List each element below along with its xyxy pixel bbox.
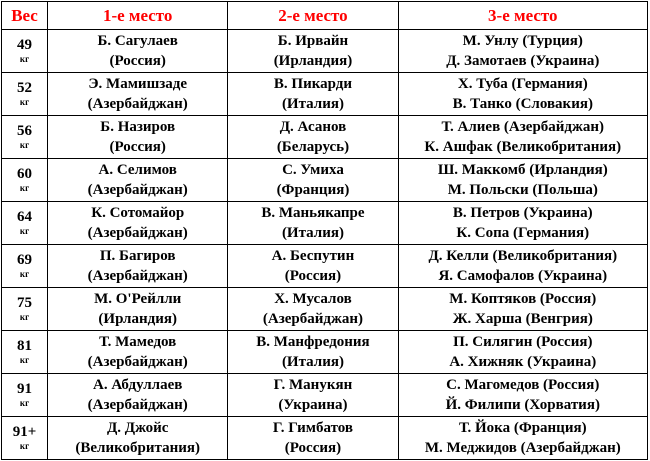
weight-value: 75 bbox=[17, 295, 33, 311]
second-place-cell bbox=[228, 116, 398, 159]
third-place-cell bbox=[398, 417, 647, 460]
athlete-line: (Италия) bbox=[281, 354, 344, 370]
weight-value: 69 bbox=[17, 252, 33, 268]
table-row bbox=[2, 288, 648, 331]
weight-value: 91+ bbox=[12, 424, 37, 440]
table-row bbox=[2, 159, 648, 202]
athlete-line: (Россия) bbox=[109, 139, 166, 155]
athlete-line: В. Пикарди bbox=[273, 76, 352, 92]
athlete-line: Я. Самофалов (Украина) bbox=[438, 268, 608, 284]
athlete-line: К. Ашфак (Великобритания) bbox=[424, 139, 622, 155]
athlete-line: В. Маньякапре bbox=[261, 205, 365, 221]
weight-cell bbox=[2, 288, 48, 331]
table-row bbox=[2, 116, 648, 159]
athlete-line: М. О'Рейлли bbox=[94, 291, 182, 307]
weight-value: 60 bbox=[17, 166, 33, 182]
third-place-cell bbox=[398, 73, 647, 116]
table-row bbox=[2, 417, 648, 460]
third-place-cell bbox=[398, 245, 647, 288]
athlete-line: (Азербайджан) bbox=[262, 311, 363, 327]
header-first-place: 1-е место bbox=[48, 2, 228, 30]
athlete-line: В. Танко (Словакия) bbox=[452, 96, 593, 112]
weight-unit: кг bbox=[19, 226, 30, 236]
weight-value: 49 bbox=[17, 37, 33, 53]
third-place-cell bbox=[398, 202, 647, 245]
athlete-line: (Ирландия) bbox=[273, 53, 353, 69]
weight-cell bbox=[2, 30, 48, 73]
third-place-cell bbox=[398, 30, 647, 73]
weight-cell bbox=[2, 202, 48, 245]
weight-unit: кг bbox=[19, 269, 30, 279]
athlete-line: К. Сотомайор bbox=[91, 205, 185, 221]
athlete-line: Т. Мамедов bbox=[99, 334, 177, 350]
second-place-cell bbox=[228, 202, 398, 245]
athlete-line: Э. Мамишзаде bbox=[88, 76, 188, 92]
second-place-cell bbox=[228, 417, 398, 460]
athlete-line: (Азербайджан) bbox=[87, 354, 188, 370]
first-place-cell bbox=[48, 417, 228, 460]
table-row bbox=[2, 331, 648, 374]
table-body bbox=[2, 30, 648, 460]
athlete-line: (Ирландия) bbox=[98, 311, 177, 327]
athlete-line: Д. Асанов bbox=[279, 119, 347, 135]
weight-unit: кг bbox=[19, 140, 30, 150]
athlete-line: (Беларусь) bbox=[276, 139, 350, 155]
athlete-line: Д. Замотаев (Украина) bbox=[446, 53, 600, 69]
header-weight: Вес bbox=[2, 2, 48, 30]
weight-value: 64 bbox=[17, 209, 33, 225]
weight-value: 52 bbox=[17, 80, 33, 96]
athlete-line: Х. Туба (Германия) bbox=[457, 76, 588, 92]
weight-value: 81 bbox=[17, 338, 33, 354]
weight-value: 56 bbox=[17, 123, 33, 139]
athlete-line: Г. Гимбатов bbox=[272, 420, 354, 436]
athlete-line: А. Селимов bbox=[98, 162, 177, 178]
athlete-line: (Великобритания) bbox=[75, 440, 200, 456]
weight-cell bbox=[2, 331, 48, 374]
athlete-line: Т. Алиев (Азербайджан) bbox=[441, 119, 605, 135]
athlete-line: С. Магомедов (Россия) bbox=[446, 377, 600, 393]
second-place-cell bbox=[228, 159, 398, 202]
second-place-cell bbox=[228, 73, 398, 116]
weight-cell bbox=[2, 374, 48, 417]
first-place-cell bbox=[48, 116, 228, 159]
second-place-cell bbox=[228, 374, 398, 417]
athlete-line: В. Манфредония bbox=[256, 334, 370, 350]
second-place-cell bbox=[228, 30, 398, 73]
athlete-line: (Франция) bbox=[276, 182, 350, 198]
weight-unit: кг bbox=[19, 441, 30, 451]
header-second-place: 2-е место bbox=[228, 2, 398, 30]
table-row bbox=[2, 374, 648, 417]
athlete-line: (Россия) bbox=[284, 268, 342, 284]
athlete-line: М. Унлу (Турция) bbox=[462, 33, 583, 49]
weight-unit: кг bbox=[19, 97, 30, 107]
second-place-cell bbox=[228, 331, 398, 374]
first-place-cell bbox=[48, 245, 228, 288]
weight-cell bbox=[2, 245, 48, 288]
athlete-line: Д. Келли (Великобритания) bbox=[428, 248, 618, 264]
weight-value: 91 bbox=[17, 381, 33, 397]
weight-cell bbox=[2, 417, 48, 460]
athlete-line: В. Петров (Украина) bbox=[452, 205, 593, 221]
athlete-line: М. Коптяков (Россия) bbox=[449, 291, 597, 307]
first-place-cell bbox=[48, 331, 228, 374]
athlete-line: Г. Манукян bbox=[273, 377, 353, 393]
athlete-line: (Россия) bbox=[284, 440, 342, 456]
table-row bbox=[2, 73, 648, 116]
table-row bbox=[2, 30, 648, 73]
athlete-line: М. Польски (Польша) bbox=[447, 182, 598, 198]
athlete-line: Б. Назиров bbox=[100, 119, 176, 135]
first-place-cell bbox=[48, 30, 228, 73]
second-place-cell bbox=[228, 245, 398, 288]
weight-unit: кг bbox=[19, 355, 30, 365]
athlete-line: (Азербайджан) bbox=[87, 182, 188, 198]
table-row bbox=[2, 245, 648, 288]
athlete-line: (Азербайджан) bbox=[87, 397, 188, 413]
athlete-line: Т. Йока (Франция) bbox=[458, 420, 587, 436]
athlete-line: К. Сопа (Германия) bbox=[456, 225, 590, 241]
third-place-cell bbox=[398, 116, 647, 159]
third-place-cell bbox=[398, 288, 647, 331]
athlete-line: П. Силягин (Россия) bbox=[453, 334, 593, 350]
athlete-line: Б. Сагулаев bbox=[97, 33, 178, 49]
athlete-line: Д. Джойс bbox=[106, 420, 169, 436]
athlete-line: (Азербайджан) bbox=[87, 268, 188, 284]
first-place-cell bbox=[48, 159, 228, 202]
athlete-line: А. Абдуллаев bbox=[93, 377, 183, 393]
athlete-line: (Украина) bbox=[278, 397, 348, 413]
athlete-line: П. Багиров bbox=[99, 248, 176, 264]
athlete-line: А. Беспутин bbox=[271, 248, 355, 264]
athlete-line: М. Меджидов (Азербайджан) bbox=[424, 440, 621, 456]
weight-cell bbox=[2, 116, 48, 159]
weight-unit: кг bbox=[19, 312, 30, 322]
weight-cell bbox=[2, 159, 48, 202]
header-third-place: 3-е место bbox=[398, 2, 647, 30]
first-place-cell bbox=[48, 374, 228, 417]
first-place-cell bbox=[48, 73, 228, 116]
athlete-line: Ш. Маккомб (Ирландия) bbox=[437, 162, 608, 178]
results-table bbox=[1, 1, 648, 460]
weight-unit: кг bbox=[19, 54, 30, 64]
athlete-line: (Азербайджан) bbox=[87, 225, 188, 241]
header-row bbox=[2, 2, 648, 30]
athlete-line: (Италия) bbox=[281, 96, 344, 112]
athlete-line: Ж. Харша (Венгрия) bbox=[452, 311, 593, 327]
weight-cell bbox=[2, 73, 48, 116]
athlete-line: (Италия) bbox=[281, 225, 344, 241]
third-place-cell bbox=[398, 331, 647, 374]
first-place-cell bbox=[48, 202, 228, 245]
third-place-cell bbox=[398, 159, 647, 202]
athlete-line: (Россия) bbox=[109, 53, 166, 69]
athlete-line: (Азербайджан) bbox=[87, 96, 188, 112]
athlete-line: Х. Мусалов bbox=[274, 291, 352, 307]
athlete-line: Б. Ирвайн bbox=[277, 33, 349, 49]
first-place-cell bbox=[48, 288, 228, 331]
weight-unit: кг bbox=[19, 398, 30, 408]
athlete-line: Й. Филипи (Хорватия) bbox=[445, 397, 600, 413]
weight-unit: кг bbox=[19, 183, 30, 193]
table-row bbox=[2, 202, 648, 245]
athlete-line: А. Хижняк (Украина) bbox=[449, 354, 597, 370]
third-place-cell bbox=[398, 374, 647, 417]
second-place-cell bbox=[228, 288, 398, 331]
athlete-line: С. Умиха bbox=[282, 162, 344, 178]
